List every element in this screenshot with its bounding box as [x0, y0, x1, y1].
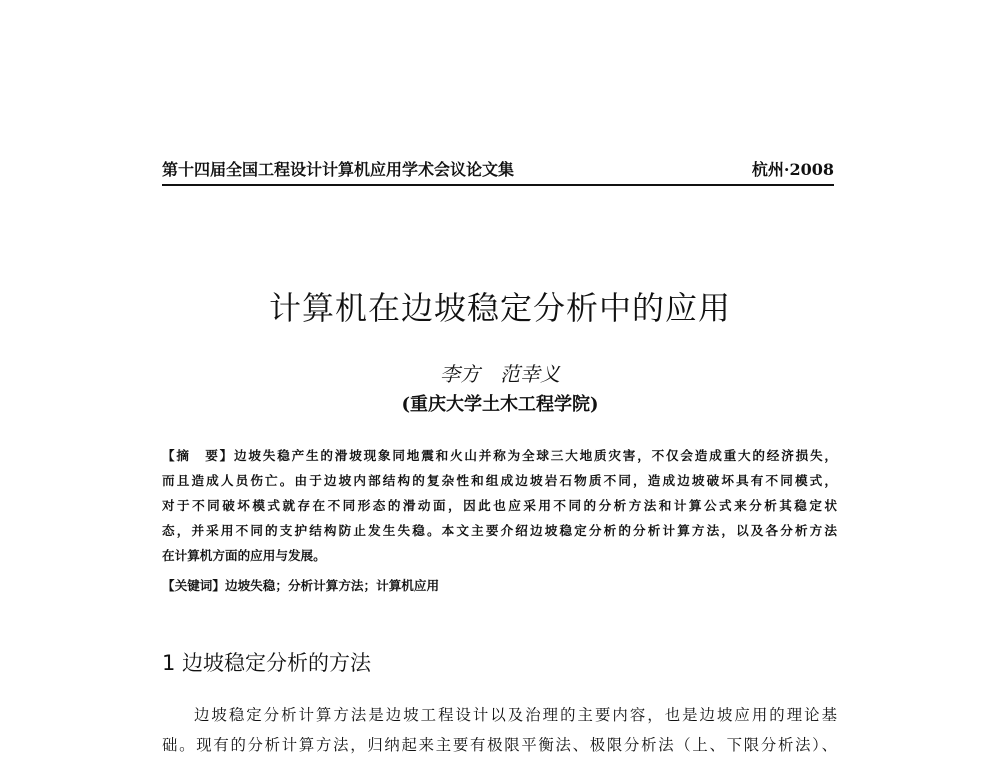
paper-authors: 李方 范幸义 — [440, 362, 560, 386]
keywords: 【关键词】边坡失稳；分析计算方法；计算机应用 — [162, 578, 440, 593]
abstract-line: 【摘 要】边坡失稳产生的滑坡现象同地震和火山并称为全球三大地质灾害，不仅会造成重大的经济损失， — [162, 448, 837, 463]
abstract-line: 在计算机方面的应用与发展。 — [162, 548, 326, 563]
body-paragraph-line: 础。现有的分析计算方法，归纳起来主要有极限平衡法、极限分析法（上、下限分析法）、 — [162, 736, 837, 754]
body-paragraph-line: 边坡稳定分析计算方法是边坡工程设计以及治理的主要内容，也是边坡应用的理论基 — [194, 706, 837, 724]
section-body — [162, 700, 837, 760]
abstract — [162, 443, 837, 568]
author-affiliation: (重庆大学土木工程学院) — [401, 394, 599, 415]
header-location-year: 杭州·2008 — [751, 160, 834, 179]
abstract-line: 对于不同破坏模式就存在不同形态的滑动面，因此也应采用不同的分析方法和计算公式来分析其稳定状 — [162, 498, 837, 513]
header-proceedings-title: 第十四届全国工程设计计算机应用学术会议论文集 — [162, 160, 515, 179]
running-header — [162, 158, 834, 186]
paper-title: 计算机在边坡稳定分析中的应用 — [268, 289, 731, 327]
abstract-line: 而且造成人员伤亡。由于边坡内部结构的复杂性和组成边坡岩石物质不同，造成边坡破坏具有不同模式， — [162, 473, 837, 488]
abstract-line: 态，并采用不同的支护结构防止发生失稳。本文主要介绍边坡稳定分析的分析计算方法，以及各分析方法 — [162, 523, 837, 538]
section-heading: 1 边坡稳定分析的方法 — [162, 651, 372, 675]
